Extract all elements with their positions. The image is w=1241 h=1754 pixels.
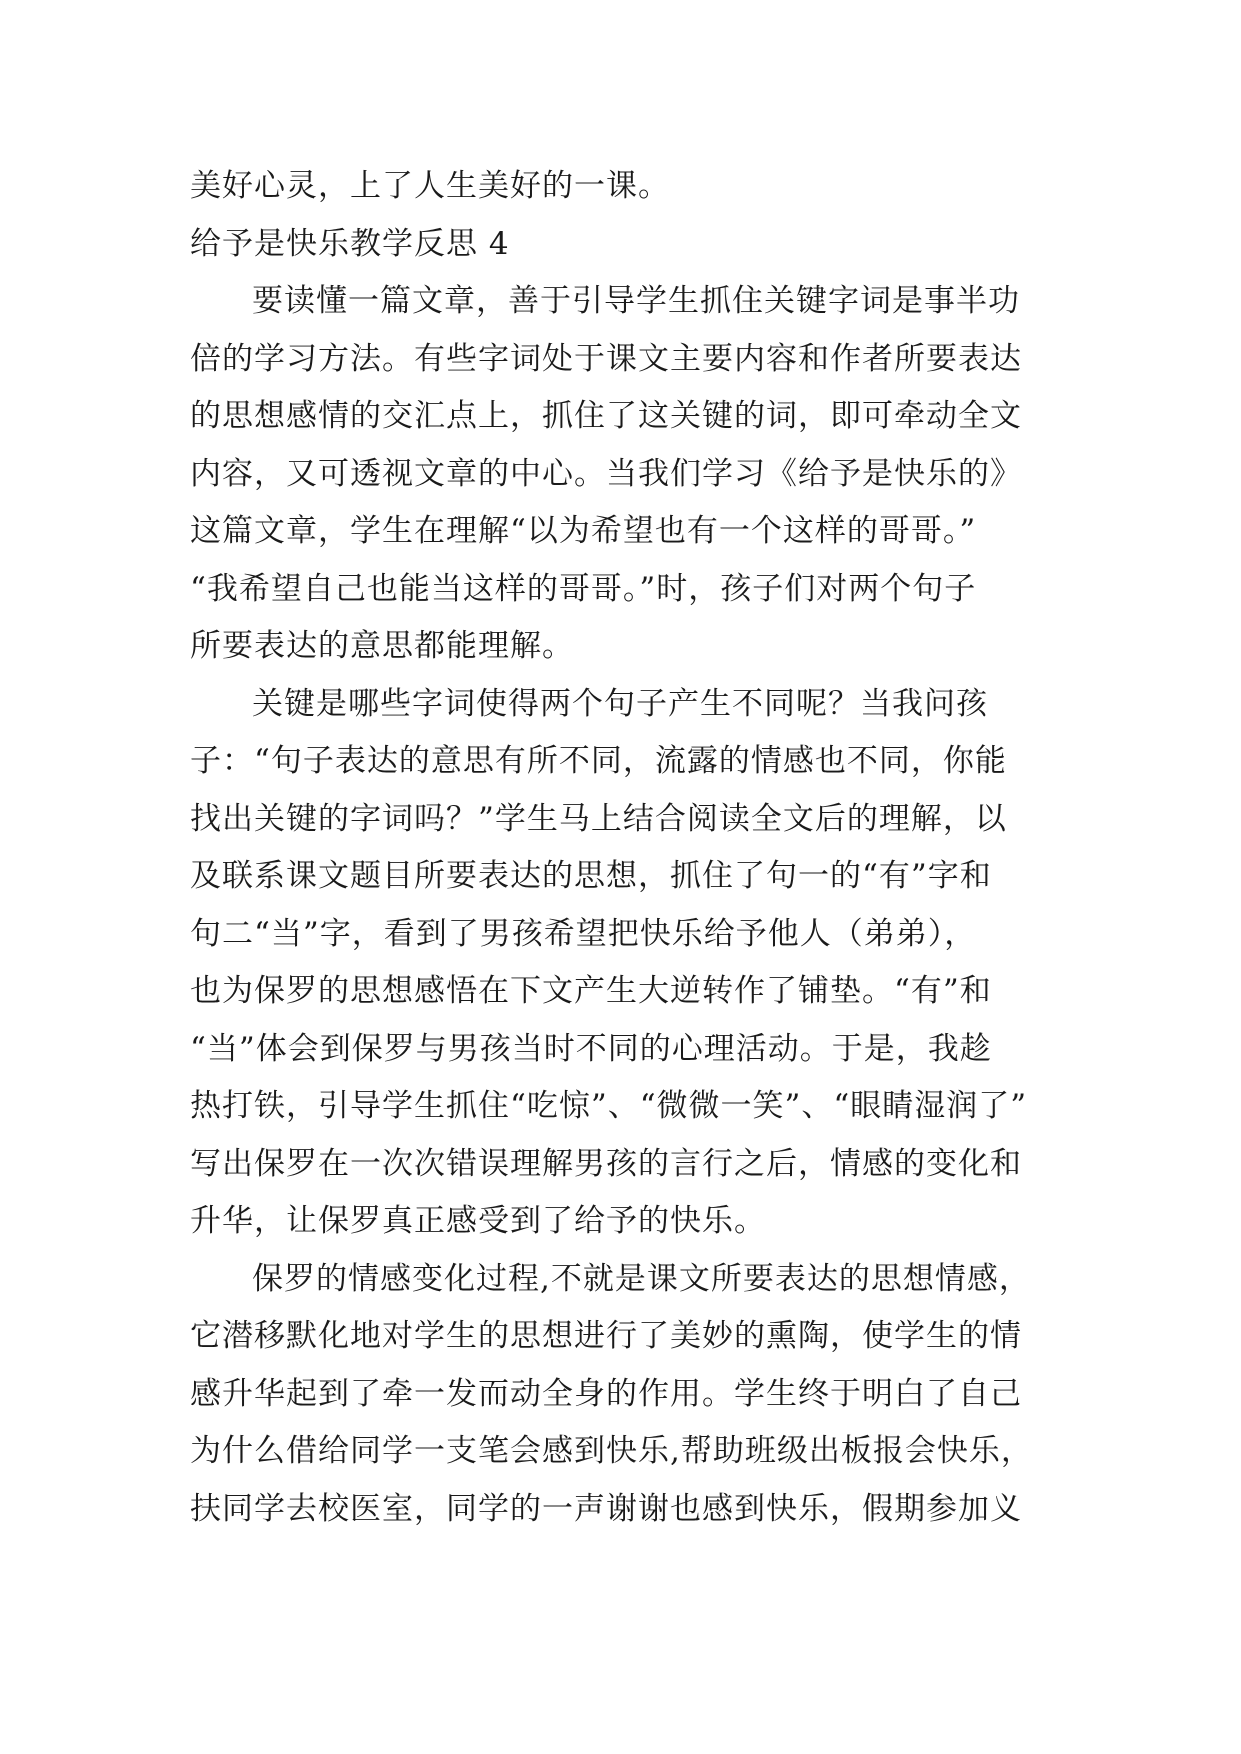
- paragraph-line: “当”体会到保罗与男孩当时不同的心理活动。于是，我趁: [190, 1030, 992, 1067]
- paragraph-line: 的思想感情的交汇点上，抓住了这关键的词，即可牵动全文: [190, 398, 1022, 434]
- paragraph-2: [190, 676, 1060, 1251]
- paragraph-line: 扶同学去校医室，同学的一声谢谢也感到快乐，假期参加义: [190, 1490, 1022, 1527]
- paragraph-line: 感升华起到了牵一发而动全身的作用。学生终于明白了自己: [190, 1375, 1022, 1412]
- paragraph-line: 热打铁，引导学生抓住“吃惊”、“微微一笑”、“眼睛湿润了”: [190, 1088, 1028, 1124]
- paragraph-line: 这篇文章，学生在理解“以为希望也有一个这样的哥哥。”: [190, 513, 977, 549]
- paragraph-line: 写出保罗在一次次错误理解男孩的言行之后，情感的变化和: [190, 1145, 1022, 1182]
- paragraph-line: 子：“句子表达的意思有所不同，流露的情感也不同，你能: [190, 743, 1007, 779]
- paragraph-line: 关键是哪些字词使得两个句子产生不同呢？当我问孩: [252, 685, 988, 722]
- paragraph-3: [190, 1251, 1060, 1539]
- paragraph-line: 要读懂一篇文章，善于引导学生抓住关键字词是事半功: [252, 283, 1020, 319]
- paragraph-line: 为什么借给同学一支笔会感到快乐,帮助班级出板报会快乐，: [190, 1433, 1033, 1469]
- paragraph-line: 也为保罗的思想感悟在下文产生大逆转作了铺垫。“有”和: [190, 973, 992, 1009]
- lead-line: 美好心灵，上了人生美好的一课。: [190, 168, 670, 204]
- paragraph-1: [190, 273, 1060, 676]
- paragraph-line: 找出关键的字词吗？”学生马上结合阅读全文后的理解，以: [190, 800, 1007, 837]
- paragraph-line: 升华，让保罗真正感受到了给予的快乐。: [190, 1203, 766, 1239]
- paragraph-line: 倍的学习方法。有些字词处于课文主要内容和作者所要表达: [190, 340, 1022, 377]
- paragraph-line: 句二“当”字，看到了男孩希望把快乐给予他人（弟弟），: [190, 915, 977, 952]
- paragraph-line: 所要表达的意思都能理解。: [190, 628, 574, 664]
- document-body: [190, 158, 1060, 1538]
- paragraph-line: 内容，又可透视文章的中心。当我们学习《给予是快乐的》: [190, 455, 1022, 492]
- section-heading: 给予是快乐教学反思 4: [190, 225, 510, 262]
- paragraph-line: 及联系课文题目所要表达的思想，抓住了句一的“有”字和: [190, 858, 992, 894]
- paragraph-line: 保罗的情感变化过程,不就是课文所要表达的思想情感，: [252, 1260, 1031, 1297]
- paragraph-line: “我希望自己也能当这样的哥哥。”时，孩子们对两个句子: [190, 570, 977, 607]
- paragraph-line: 它潜移默化地对学生的思想进行了美妙的熏陶，使学生的情: [190, 1318, 1022, 1354]
